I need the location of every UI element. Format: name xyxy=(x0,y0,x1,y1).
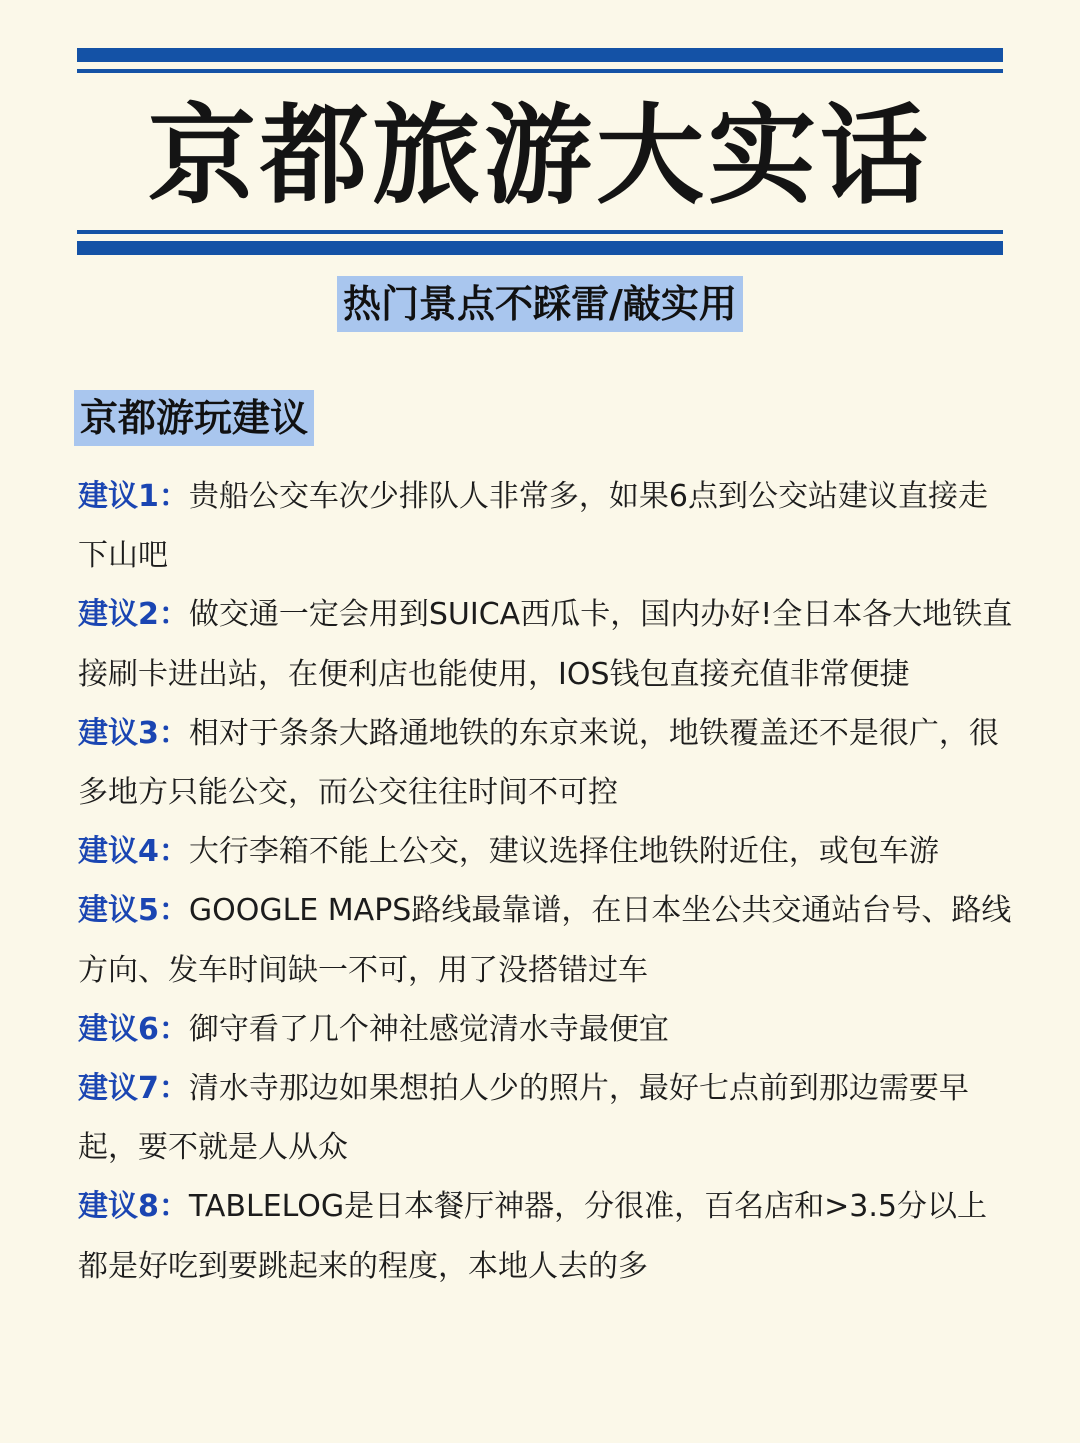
tip-text: 清水寺那边如果想拍人少的照片，最好七点前到那边需要早起，要不就是人从众 xyxy=(78,1071,969,1166)
tip-label: 建议3： xyxy=(78,715,189,751)
tip-text: 相对于条条大路通地铁的东京来说，地铁覆盖还不是很广，很多地方只能公交，而公交往往时间不可控 xyxy=(78,715,999,811)
tip-label: 建议2： xyxy=(78,597,189,633)
tip-label: 建议8： xyxy=(78,1189,189,1225)
subtitle-container xyxy=(0,276,1080,332)
tip-item xyxy=(78,1000,1013,1059)
tip-text: 贵船公交车次少排队人非常多，如果6点到公交站建议直接走下山吧 xyxy=(78,479,988,574)
bottom-rule-thin xyxy=(77,230,1003,234)
subtitle: 热门景点不踩雷/敲实用 xyxy=(337,276,743,332)
tip-label: 建议6： xyxy=(78,1011,189,1047)
tip-text: 大行李箱不能上公交，建议选择住地铁附近住，或包车游 xyxy=(188,834,939,870)
tip-label: 建议1： xyxy=(78,479,189,514)
tip-text: GOOGLE MAPS路线最靠谱，在日本坐公共交通站台号、路线方向、发车时间缺一不可，用了没搭错过车 xyxy=(78,893,1012,988)
page-title: 京都旅游大实话 xyxy=(147,93,932,219)
tip-text: 做交通一定会用到SUICA西瓜卡，国内办好!全日本各大地铁直接刷卡进出站，在便利店也能使用，IOS钱包直接充值非常便捷 xyxy=(78,597,1013,692)
tips-list xyxy=(78,467,1013,1296)
section-heading: 京都游玩建议 xyxy=(74,390,314,446)
tip-item xyxy=(78,1059,1013,1177)
tip-label: 建议7： xyxy=(78,1071,189,1107)
bottom-rule-thick xyxy=(77,241,1003,255)
tip-item xyxy=(78,467,1013,585)
tip-text: TABLELOG是日本餐厅神器，分很准，百名店和>3.5分以上都是好吃到要跳起来的程度，本地人去的多 xyxy=(78,1189,987,1284)
tip-label: 建议4： xyxy=(78,834,189,870)
tip-item xyxy=(78,1177,1013,1295)
tip-item xyxy=(78,704,1013,822)
tip-item xyxy=(78,822,1013,881)
top-rule-thick xyxy=(77,48,1003,62)
tip-text: 御守看了几个神社感觉清水寺最便宜 xyxy=(188,1011,669,1047)
top-rule-thin xyxy=(77,69,1003,73)
tip-item xyxy=(78,881,1013,999)
tip-item xyxy=(78,585,1013,703)
tip-label: 建议5： xyxy=(78,893,189,929)
